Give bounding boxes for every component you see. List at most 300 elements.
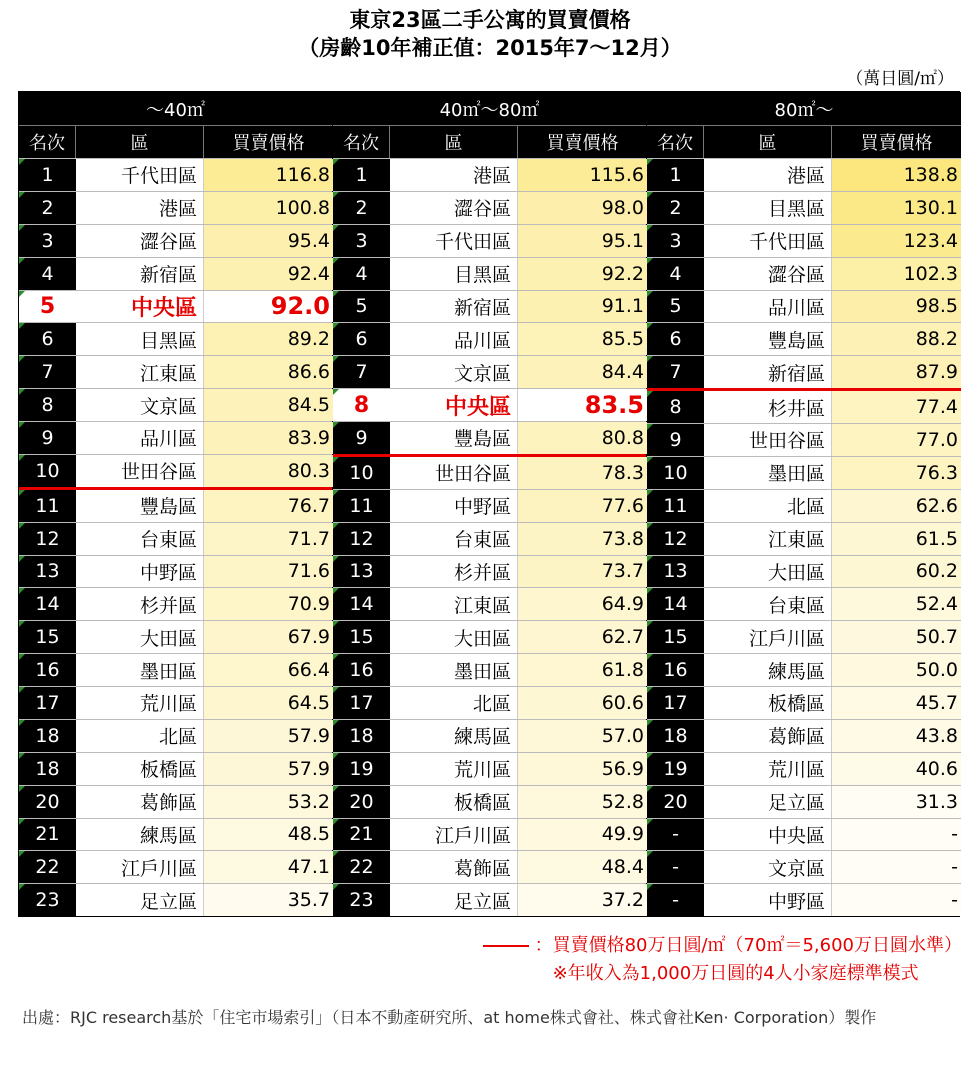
- table-row: [333, 489, 646, 522]
- rank-cell: 22: [19, 851, 76, 883]
- ward-cell: 練馬區: [76, 819, 204, 851]
- price-cell: 45.7: [832, 687, 961, 719]
- price-cell: 56.9: [518, 753, 647, 785]
- rank-cell: 4: [333, 258, 390, 290]
- rank-cell: 7: [647, 356, 704, 388]
- table-row: [333, 454, 646, 489]
- table-row: [19, 322, 332, 355]
- ward-cell: 文京區: [704, 851, 832, 883]
- column-header-row: [333, 126, 646, 158]
- column-header-ward: 區: [390, 126, 518, 158]
- price-cell: 73.8: [518, 523, 647, 555]
- rank-cell: 21: [19, 819, 76, 851]
- ward-cell: 墨田區: [704, 457, 832, 489]
- table-row: [647, 355, 961, 388]
- price-cell: 98.0: [518, 192, 647, 224]
- column-header-price: 買賣價格: [860, 133, 933, 154]
- ward-cell: 世田谷區: [704, 424, 832, 456]
- table-row: [647, 489, 961, 522]
- table-row: [647, 423, 961, 456]
- ward-cell: 台東區: [704, 588, 832, 620]
- price-cell: 64.9: [518, 588, 647, 620]
- table-group: [19, 92, 333, 916]
- price-cell: 50.0: [832, 654, 961, 686]
- table-row: [647, 322, 961, 355]
- ward-cell: 北區: [390, 687, 518, 719]
- table-row: [333, 257, 646, 290]
- table-group: [647, 92, 961, 916]
- column-header-rank: 名次: [19, 126, 76, 158]
- rank-cell: 18: [19, 720, 76, 752]
- price-cell: 98.5: [832, 291, 961, 323]
- rank-cell: -: [647, 851, 704, 883]
- ward-cell: 江戶川區: [390, 819, 518, 851]
- rank-cell: 14: [19, 588, 76, 620]
- rank-cell: 5: [647, 291, 704, 323]
- red-line-legend-icon: [483, 945, 529, 947]
- rank-cell: 4: [647, 258, 704, 290]
- rank-cell: 1: [333, 159, 390, 191]
- rank-cell: 2: [647, 192, 704, 224]
- price-cell: 83.9: [204, 422, 333, 454]
- ward-cell: 文京區: [390, 356, 518, 388]
- table-row: [647, 388, 961, 423]
- rank-cell: 20: [19, 786, 76, 818]
- price-cell: 84.4: [518, 356, 647, 388]
- rank-cell: 5: [19, 291, 76, 323]
- table-row: [19, 487, 332, 522]
- price-cell: 64.5: [204, 687, 333, 719]
- table-row: [19, 454, 332, 487]
- table-row: [647, 456, 961, 489]
- ward-cell: 葛飾區: [390, 851, 518, 883]
- price-cell: 83.5: [518, 389, 647, 421]
- rank-cell: 3: [19, 225, 76, 257]
- price-cell: 66.4: [204, 654, 333, 686]
- rank-cell: 6: [19, 323, 76, 355]
- table-row: [19, 719, 332, 752]
- ward-cell: 足立區: [390, 884, 518, 916]
- ward-cell: 中野區: [704, 884, 832, 916]
- price-cell: 60.6: [518, 687, 647, 719]
- table-row: [333, 522, 646, 555]
- rank-cell: 23: [19, 884, 76, 916]
- rank-cell: 13: [647, 556, 704, 588]
- price-cell: 84.5: [204, 389, 333, 421]
- ward-cell: 目黑區: [390, 258, 518, 290]
- table-row: [647, 883, 961, 916]
- table-row: [19, 522, 332, 555]
- price-cell: 76.7: [204, 490, 333, 522]
- rank-cell: 4: [19, 258, 76, 290]
- table-row: [19, 224, 332, 257]
- price-cell: 95.4: [204, 225, 333, 257]
- rank-cell: 3: [333, 225, 390, 257]
- ward-cell: 大田區: [390, 621, 518, 653]
- ward-cell: 大田區: [704, 556, 832, 588]
- rank-cell: 20: [647, 786, 704, 818]
- ward-cell: 江東區: [76, 356, 204, 388]
- table-row: [647, 257, 961, 290]
- page-subtitle: （房齡10年補正值：2015年7～12月）: [298, 36, 682, 60]
- price-cell: 77.4: [832, 391, 961, 423]
- ward-cell: 板橋區: [390, 786, 518, 818]
- ward-cell: 千代田區: [390, 225, 518, 257]
- price-cell: 52.8: [518, 786, 647, 818]
- price-cell: 43.8: [832, 720, 961, 752]
- rank-cell: 19: [647, 753, 704, 785]
- rank-cell: -: [647, 819, 704, 851]
- price-cell: 102.3: [832, 258, 961, 290]
- table-row: [333, 752, 646, 785]
- price-cell: -: [832, 884, 961, 916]
- price-cell: 86.6: [204, 356, 333, 388]
- ward-cell: 豐島區: [76, 490, 204, 522]
- price-cell: 89.2: [204, 323, 333, 355]
- table-row: [333, 587, 646, 620]
- price-cell: 31.3: [832, 786, 961, 818]
- ward-cell: 港區: [76, 192, 204, 224]
- ward-cell: 練馬區: [390, 720, 518, 752]
- price-cell: 40.6: [832, 753, 961, 785]
- table-row: [19, 388, 332, 421]
- legend: [483, 932, 962, 988]
- price-cell: 91.1: [518, 291, 647, 323]
- table-row: [333, 785, 646, 818]
- rank-cell: 6: [333, 323, 390, 355]
- rank-cell: 17: [647, 687, 704, 719]
- price-cell: 78.3: [518, 457, 647, 489]
- table-row: [333, 355, 646, 388]
- rank-cell: 7: [333, 356, 390, 388]
- ward-cell: 杉井區: [704, 391, 832, 423]
- ward-cell: 港區: [390, 159, 518, 191]
- rank-cell: 12: [19, 523, 76, 555]
- rank-cell: 7: [19, 356, 76, 388]
- rank-cell: 8: [647, 391, 704, 423]
- table-row: [19, 883, 332, 916]
- rank-cell: 22: [333, 851, 390, 883]
- rank-cell: 9: [19, 422, 76, 454]
- price-cell: 47.1: [204, 851, 333, 883]
- ward-cell: 品川區: [704, 291, 832, 323]
- rank-cell: 18: [333, 720, 390, 752]
- price-cell: 62.6: [832, 490, 961, 522]
- table-row: [333, 850, 646, 883]
- ward-cell: 墨田區: [76, 654, 204, 686]
- price-cell: 61.5: [832, 523, 961, 555]
- table-row: [19, 686, 332, 719]
- ward-cell: 板橋區: [76, 753, 204, 785]
- price-cell: 70.9: [204, 588, 333, 620]
- price-cell: 35.7: [204, 884, 333, 916]
- price-cell: 100.8: [204, 192, 333, 224]
- group-header: 40㎡～80㎡: [333, 92, 646, 126]
- rank-cell: -: [647, 884, 704, 916]
- ward-cell: 澀谷區: [76, 225, 204, 257]
- ward-cell: 杉并區: [390, 556, 518, 588]
- rank-cell: 15: [333, 621, 390, 653]
- table-row: [647, 191, 961, 224]
- rank-cell: 16: [333, 654, 390, 686]
- ward-cell: 葛飾區: [704, 720, 832, 752]
- price-cell: 53.2: [204, 786, 333, 818]
- price-cell: -: [832, 851, 961, 883]
- ward-cell: 江東區: [704, 523, 832, 555]
- table-row: [333, 719, 646, 752]
- rank-cell: 13: [19, 556, 76, 588]
- price-cell: 73.7: [518, 556, 647, 588]
- price-cell: 76.3: [832, 457, 961, 489]
- price-cell: 52.4: [832, 588, 961, 620]
- ward-cell: 墨田區: [390, 654, 518, 686]
- ward-cell: 台東區: [76, 523, 204, 555]
- column-header-ward: 區: [76, 126, 204, 158]
- ward-cell: 澀谷區: [704, 258, 832, 290]
- price-cell: 62.7: [518, 621, 647, 653]
- ward-cell: 豐島區: [704, 323, 832, 355]
- price-cell: 48.4: [518, 851, 647, 883]
- price-cell: 87.9: [832, 356, 961, 388]
- table-row: [333, 322, 646, 355]
- table-row: [19, 191, 332, 224]
- rank-cell: 16: [647, 654, 704, 686]
- rank-cell: 14: [333, 588, 390, 620]
- rank-cell: 3: [647, 225, 704, 257]
- price-cell: 92.4: [204, 258, 333, 290]
- rank-cell: 15: [647, 621, 704, 653]
- table-group: [333, 92, 647, 916]
- table-row: [333, 191, 646, 224]
- ward-cell: 荒川區: [390, 753, 518, 785]
- price-cell: 60.2: [832, 556, 961, 588]
- ward-cell: 新宿區: [76, 258, 204, 290]
- column-header-row: [647, 126, 961, 158]
- group-header: ～40㎡: [19, 92, 332, 126]
- price-cell: 116.8: [204, 159, 333, 191]
- rank-cell: 10: [333, 457, 390, 489]
- price-cell: -: [832, 819, 961, 851]
- rank-cell: 5: [333, 291, 390, 323]
- ward-cell: 千代田區: [704, 225, 832, 257]
- table-row: [333, 653, 646, 686]
- ward-cell: 江戶川區: [704, 621, 832, 653]
- price-cell: 57.9: [204, 753, 333, 785]
- rank-cell: 17: [19, 687, 76, 719]
- ward-cell: 台東區: [390, 523, 518, 555]
- rank-cell: 9: [647, 424, 704, 456]
- price-cell: 123.4: [832, 225, 961, 257]
- group-header: 80㎡～: [647, 92, 961, 126]
- table-row: [333, 686, 646, 719]
- rank-cell: 2: [333, 192, 390, 224]
- rank-cell: 19: [333, 753, 390, 785]
- table-row: [333, 224, 646, 257]
- rank-cell: 8: [333, 389, 390, 421]
- source-note: 出處：RJC research基於「住宅市場索引」（日本不動產研究所、at home株式會社、株式會社Ken· Corporation）製作: [22, 1008, 877, 1027]
- price-cell: 49.9: [518, 819, 647, 851]
- table-row: [333, 818, 646, 851]
- rank-cell: 10: [19, 455, 76, 487]
- rank-cell: 15: [19, 621, 76, 653]
- ward-cell: 港區: [704, 159, 832, 191]
- rank-cell: 23: [333, 884, 390, 916]
- price-cell: 85.5: [518, 323, 647, 355]
- page-title: 東京23區二手公寓的買賣價格: [349, 8, 631, 32]
- price-cell: 130.1: [832, 192, 961, 224]
- ward-cell: 練馬區: [704, 654, 832, 686]
- ward-cell: 杉并區: [76, 588, 204, 620]
- column-header-row: [19, 126, 332, 158]
- rank-cell: 8: [19, 389, 76, 421]
- table-row: [647, 850, 961, 883]
- table-row: [19, 158, 332, 191]
- table-row: [647, 555, 961, 588]
- table-row: [647, 158, 961, 191]
- rank-cell: 1: [19, 159, 76, 191]
- ward-cell: 豐島區: [390, 422, 518, 454]
- rank-cell: 17: [333, 687, 390, 719]
- ward-cell: 北區: [704, 490, 832, 522]
- price-cell: 57.9: [204, 720, 333, 752]
- price-cell: 115.6: [518, 159, 647, 191]
- price-cell: 57.0: [518, 720, 647, 752]
- rank-cell: 6: [647, 323, 704, 355]
- rank-cell: 18: [19, 753, 76, 785]
- price-cell: 80.8: [518, 422, 647, 454]
- rank-cell: 16: [19, 654, 76, 686]
- ward-cell: 新宿區: [390, 291, 518, 323]
- ward-cell: 品川區: [76, 422, 204, 454]
- table-row: [647, 785, 961, 818]
- unit-label: （萬日圓/㎡）: [846, 69, 954, 89]
- table-row: [647, 587, 961, 620]
- price-cell: 77.0: [832, 424, 961, 456]
- price-cell: 138.8: [832, 159, 961, 191]
- table-row: [333, 158, 646, 191]
- ward-cell: 文京區: [76, 389, 204, 421]
- ward-cell: 葛飾區: [76, 786, 204, 818]
- price-cell: 92.0: [204, 291, 333, 323]
- rank-cell: 1: [647, 159, 704, 191]
- price-cell: 92.2: [518, 258, 647, 290]
- table-row: [19, 620, 332, 653]
- ward-cell: 中野區: [390, 490, 518, 522]
- table-row: [333, 620, 646, 653]
- table-row: [19, 355, 332, 388]
- price-cell: 77.6: [518, 490, 647, 522]
- column-header-price: 買賣價格: [232, 133, 305, 154]
- price-cell: 71.6: [204, 556, 333, 588]
- ward-cell: 足立區: [704, 786, 832, 818]
- table-row: [19, 752, 332, 785]
- table-row: [19, 421, 332, 454]
- column-header-rank: 名次: [647, 126, 704, 158]
- rank-cell: 12: [333, 523, 390, 555]
- table-row: [647, 224, 961, 257]
- table-row: [333, 555, 646, 588]
- ward-cell: 江東區: [390, 588, 518, 620]
- rank-cell: 13: [333, 556, 390, 588]
- rank-cell: 12: [647, 523, 704, 555]
- rank-cell: 20: [333, 786, 390, 818]
- ward-cell: 世田谷區: [76, 455, 204, 487]
- table-row: [333, 421, 646, 454]
- price-cell: 37.2: [518, 884, 647, 916]
- price-cell: 88.2: [832, 323, 961, 355]
- table-row: [333, 290, 646, 323]
- price-cell: 50.7: [832, 621, 961, 653]
- table-row: [19, 785, 332, 818]
- ward-cell: 千代田區: [76, 159, 204, 191]
- table-row: [19, 257, 332, 290]
- ward-cell: 大田區: [76, 621, 204, 653]
- legend-text-1: ：買賣價格80万日圓/㎡（70㎡＝5,600万日圓水準）: [534, 935, 962, 956]
- rank-cell: 18: [647, 720, 704, 752]
- table-row: [19, 818, 332, 851]
- rank-cell: 10: [647, 457, 704, 489]
- price-cell: 61.8: [518, 654, 647, 686]
- ward-cell: 荒川區: [704, 753, 832, 785]
- ward-cell: 北區: [76, 720, 204, 752]
- rank-cell: 11: [333, 490, 390, 522]
- table-row: [647, 653, 961, 686]
- price-cell: 80.3: [204, 455, 333, 487]
- rank-cell: 11: [647, 490, 704, 522]
- ward-cell: 中野區: [76, 556, 204, 588]
- table-row: [19, 587, 332, 620]
- ward-cell: 澀谷區: [390, 192, 518, 224]
- table-row: [333, 883, 646, 916]
- table-row: [647, 620, 961, 653]
- table-row: [19, 850, 332, 883]
- ward-cell: 中央區: [390, 389, 518, 421]
- ward-cell: 板橋區: [704, 687, 832, 719]
- ward-cell: 世田谷區: [390, 457, 518, 489]
- column-header-rank: 名次: [333, 126, 390, 158]
- table-row: [19, 653, 332, 686]
- table-row: [647, 818, 961, 851]
- table-row: [647, 290, 961, 323]
- column-header-price: 買賣價格: [546, 133, 619, 154]
- table-row: [647, 686, 961, 719]
- table-row: [647, 752, 961, 785]
- rank-cell: 21: [333, 819, 390, 851]
- rank-cell: 2: [19, 192, 76, 224]
- ward-cell: 中央區: [76, 291, 204, 323]
- rank-cell: 14: [647, 588, 704, 620]
- price-cell: 67.9: [204, 621, 333, 653]
- rank-cell: 9: [333, 422, 390, 454]
- ward-cell: 品川區: [390, 323, 518, 355]
- ward-cell: 江戶川區: [76, 851, 204, 883]
- table-row: [19, 555, 332, 588]
- table-row: [19, 290, 332, 323]
- ranking-tables: [18, 91, 960, 917]
- table-row: [333, 388, 646, 421]
- ward-cell: 荒川區: [76, 687, 204, 719]
- price-cell: 48.5: [204, 819, 333, 851]
- legend-text-2: ※年收入為1,000万日圓的4人小家庭標準模式: [552, 963, 919, 984]
- ward-cell: 新宿區: [704, 356, 832, 388]
- price-cell: 71.7: [204, 523, 333, 555]
- table-row: [647, 522, 961, 555]
- price-cell: 95.1: [518, 225, 647, 257]
- ward-cell: 足立區: [76, 884, 204, 916]
- column-header-ward: 區: [704, 126, 832, 158]
- ward-cell: 目黑區: [76, 323, 204, 355]
- rank-cell: 11: [19, 490, 76, 522]
